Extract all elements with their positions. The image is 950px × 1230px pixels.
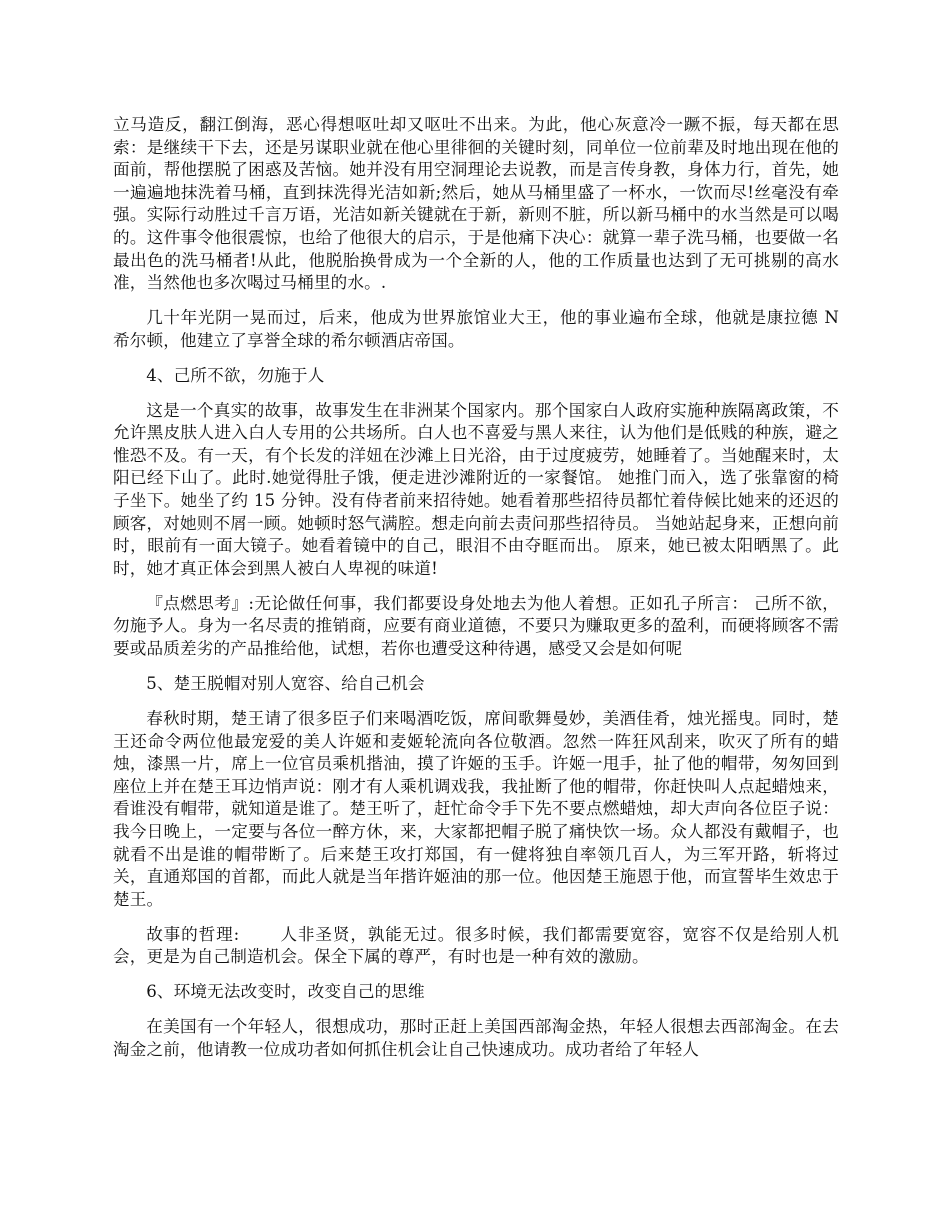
paragraph: 在美国有一个年轻人，很想成功，那时正赶上美国西部淘金热，年轻人很想去西部淘金。在去淘金之前，他请教一位成功者如何抓住机会让自己快速成功。成功者给了年轻人 <box>113 1017 839 1059</box>
paragraph: 几十年光阴一晃而过，后来，他成为世界旅馆业大王，他的事业遍布全球，他就是康拉德 N 希尔顿，他建立了享誉全球的希尔顿酒店帝国。 <box>113 308 839 350</box>
section-heading: 6、环境无法改变时，改变自己的思维 <box>146 982 425 1002</box>
paragraph: 立马造反，翻江倒海，恶心得想呕吐却又呕吐不出来。为此，他心灰意冷一蹶不振，每天都在思索：是继续干下去，还是另谋职业就在他心里徘徊的关键时刻，同单位一位前辈及时地出现在他的面前，帮他摆脱了困惑及苦恼。她并没有用空洞理论去说教，而是言传身教，身体力行，首先，她一遍遍地抹洗着马桶，直到抹洗得光洁如新;然后，她从马桶里盛了一杯水，一饮而尽!丝毫没有牵强。实际行动胜过千言万语，光洁如新关键就在于新，新则不脏，所以新马桶中的水当然是可以喝的。这件事令他很震惊，也给了他很大的启示，于是他痛下决心：就算一辈子洗马桶，也要做一名最出色的洗马桶者!从此，他脱胎换骨成为一个全新的人，他的工作质量也达到了无可挑剔的高水准，当然他也多次喝过马桶里的水。. <box>113 115 839 293</box>
document-page <box>113 114 839 1074</box>
section-heading: 5、楚王脱帽对别人宽容、给自己机会 <box>146 674 425 694</box>
section-heading: 4、己所不欲，勿施于人 <box>146 365 325 385</box>
paragraph: 这是一个真实的故事，故事发生在非洲某个国家内。那个国家白人政府实施种族隔离政策，不允许黑皮肤人进入白人专用的公共场所。白人也不喜爱与黑人来往，认为他们是低贱的种族，避之惟恐不及。有一天，有个长发的洋妞在沙滩上日光浴，由于过度疲劳，她睡着了。当她醒来时，太阳已经下山了。此时.她觉得肚子饿，便走进沙滩附近的一家餐馆。 她推门而入，选了张靠窗的椅子坐下。她坐了约 15 分钟。没有侍者前来招待她。她看着那些招待员都忙着侍候比她来的还迟的顾客，对她则不屑一顾。她顿时怒气满腔。想走向前去责问那些招待员。 当她站起身来，正想向前时，眼前有一面大镜子。她看着镜中的自己，眼泪不由夺眶而出。 原来，她已被太阳晒黑了。此时，她才真正体会到黑人被白人卑视的味道! <box>113 400 839 578</box>
paragraph: 春秋时期，楚王请了很多臣子们来喝酒吃饭，席间歌舞曼妙，美酒佳肴，烛光摇曳。同时，楚王还命令两位他最宠爱的美人许姬和麦姬轮流向各位敬酒。忽然一阵狂风刮来，吹灭了所有的蜡烛，漆黑一片，席上一位官员乘机揩油，摸了许姬的玉手。许姬一甩手，扯了他的帽带，匆匆回到座位上并在楚王耳边悄声说：刚才有人乘机调戏我，我扯断了他的帽带，你赶快叫人点起蜡烛来，看谁没有帽带，就知道是谁了。楚王听了，赶忙命令手下先不要点燃蜡烛，却大声向各位臣子说：我今日晚上，一定要与各位一醉方休，来，大家都把帽子脱了痛快饮一场。众人都没有戴帽子，也就看不出是谁的帽带断了。后来楚王攻打郑国，有一健将独自率领几百人，为三军开路，斩将过关，直通郑国的首都，而此人就是当年揩许姬油的那一位。他因楚王施恩于他，而宣誓毕生效忠于楚王。 <box>113 709 839 909</box>
paragraph: 『点燃思考』:无论做任何事，我们都要设身处地去为他人着想。正如孔子所言： 己所不欲，勿施予人。身为一名尽责的推销商，应要有商业道德，不要只为赚取更多的盈利，而硬将顾客不需要或品质差劣的产品推给他，试想，若你也遭受这种待遇，感受又会是如何呢 <box>113 593 839 659</box>
paragraph: 故事的哲理: 人非圣贤，孰能无过。很多时候，我们都需要宽容，宽容不仅是给别人机会，更是为自己制造机会。保全下属的尊严，有时也是一种有效的激励。 <box>113 924 839 967</box>
